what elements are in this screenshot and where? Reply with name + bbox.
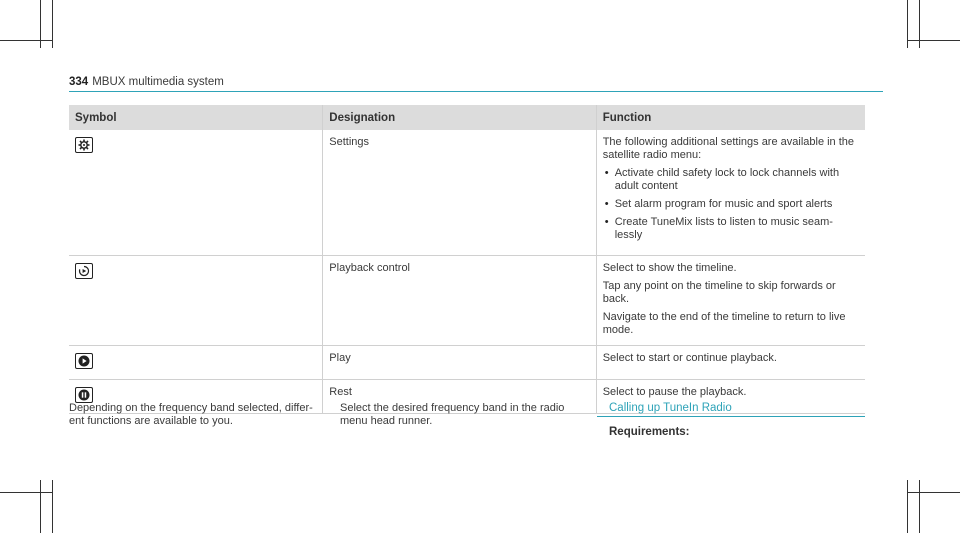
table-row: [69, 130, 865, 256]
page-number: 334: [69, 76, 89, 88]
crop-mark: [907, 480, 908, 533]
function-text: Select to show the timeline.: [602, 262, 737, 274]
body-text-column-2: Select the desired frequency band in the radio menu head runner.: [340, 402, 565, 427]
tunein-radio-link[interactable]: Calling up TuneIn Radio: [609, 402, 732, 414]
designation-cell: Play: [323, 346, 596, 380]
symbol-table: [69, 105, 865, 414]
function-text: Navigate to the end of the timeline to return to live mode.: [602, 311, 846, 336]
crop-mark: [0, 492, 52, 493]
page-header: [69, 76, 224, 88]
requirements-heading: Requirements:: [609, 426, 690, 438]
settings-gear-icon: [75, 137, 93, 153]
designation-cell: Rest: [323, 380, 596, 414]
crop-mark: [919, 480, 920, 533]
bullet-list: [603, 167, 859, 242]
link-column: [609, 402, 854, 415]
designation-cell: Playback control: [323, 256, 596, 346]
crop-mark: [52, 0, 53, 48]
function-text: Select to start or continue playback.: [602, 352, 777, 364]
list-item: • Activate child safety lock to lock channels with adult content: [603, 167, 859, 193]
list-item: • Create TuneMix lists to listen to music seam- lessly: [603, 216, 859, 242]
table-row: [69, 346, 865, 380]
list-item: • Set alarm program for music and sport alerts: [603, 198, 859, 211]
function-text: Tap any point on the timeline to skip forwards or back.: [602, 280, 836, 305]
function-cell: [596, 256, 865, 346]
playback-control-icon: [75, 263, 93, 279]
function-text: Select to pause the playback.: [602, 386, 747, 398]
table-header-row: [69, 105, 865, 130]
header-rule: [69, 91, 883, 92]
table-row: [69, 256, 865, 346]
crop-mark: [0, 40, 52, 41]
symbol-cell: [69, 256, 323, 346]
crop-mark: [40, 480, 41, 533]
symbol-cell: [69, 346, 323, 380]
pause-icon: [75, 387, 93, 403]
function-cell: [596, 346, 865, 380]
column-header-symbol: Symbol: [69, 105, 323, 130]
crop-mark: [52, 480, 53, 533]
section-title: MBUX multimedia system: [92, 76, 224, 88]
crop-mark: [907, 492, 960, 493]
designation-cell: Settings: [323, 130, 596, 256]
function-text: The following additional settings are available in the satellite radio menu:: [602, 136, 855, 161]
function-cell: [596, 130, 865, 256]
column-header-function: Function: [596, 105, 865, 130]
column-header-designation: Designation: [323, 105, 596, 130]
body-text-column-1: Depending on the frequency band selected, differ- ent functions are available to you.: [69, 402, 313, 427]
symbol-cell: [69, 130, 323, 256]
link-rule: [597, 416, 865, 417]
play-icon: [75, 353, 93, 369]
crop-mark: [907, 40, 960, 41]
